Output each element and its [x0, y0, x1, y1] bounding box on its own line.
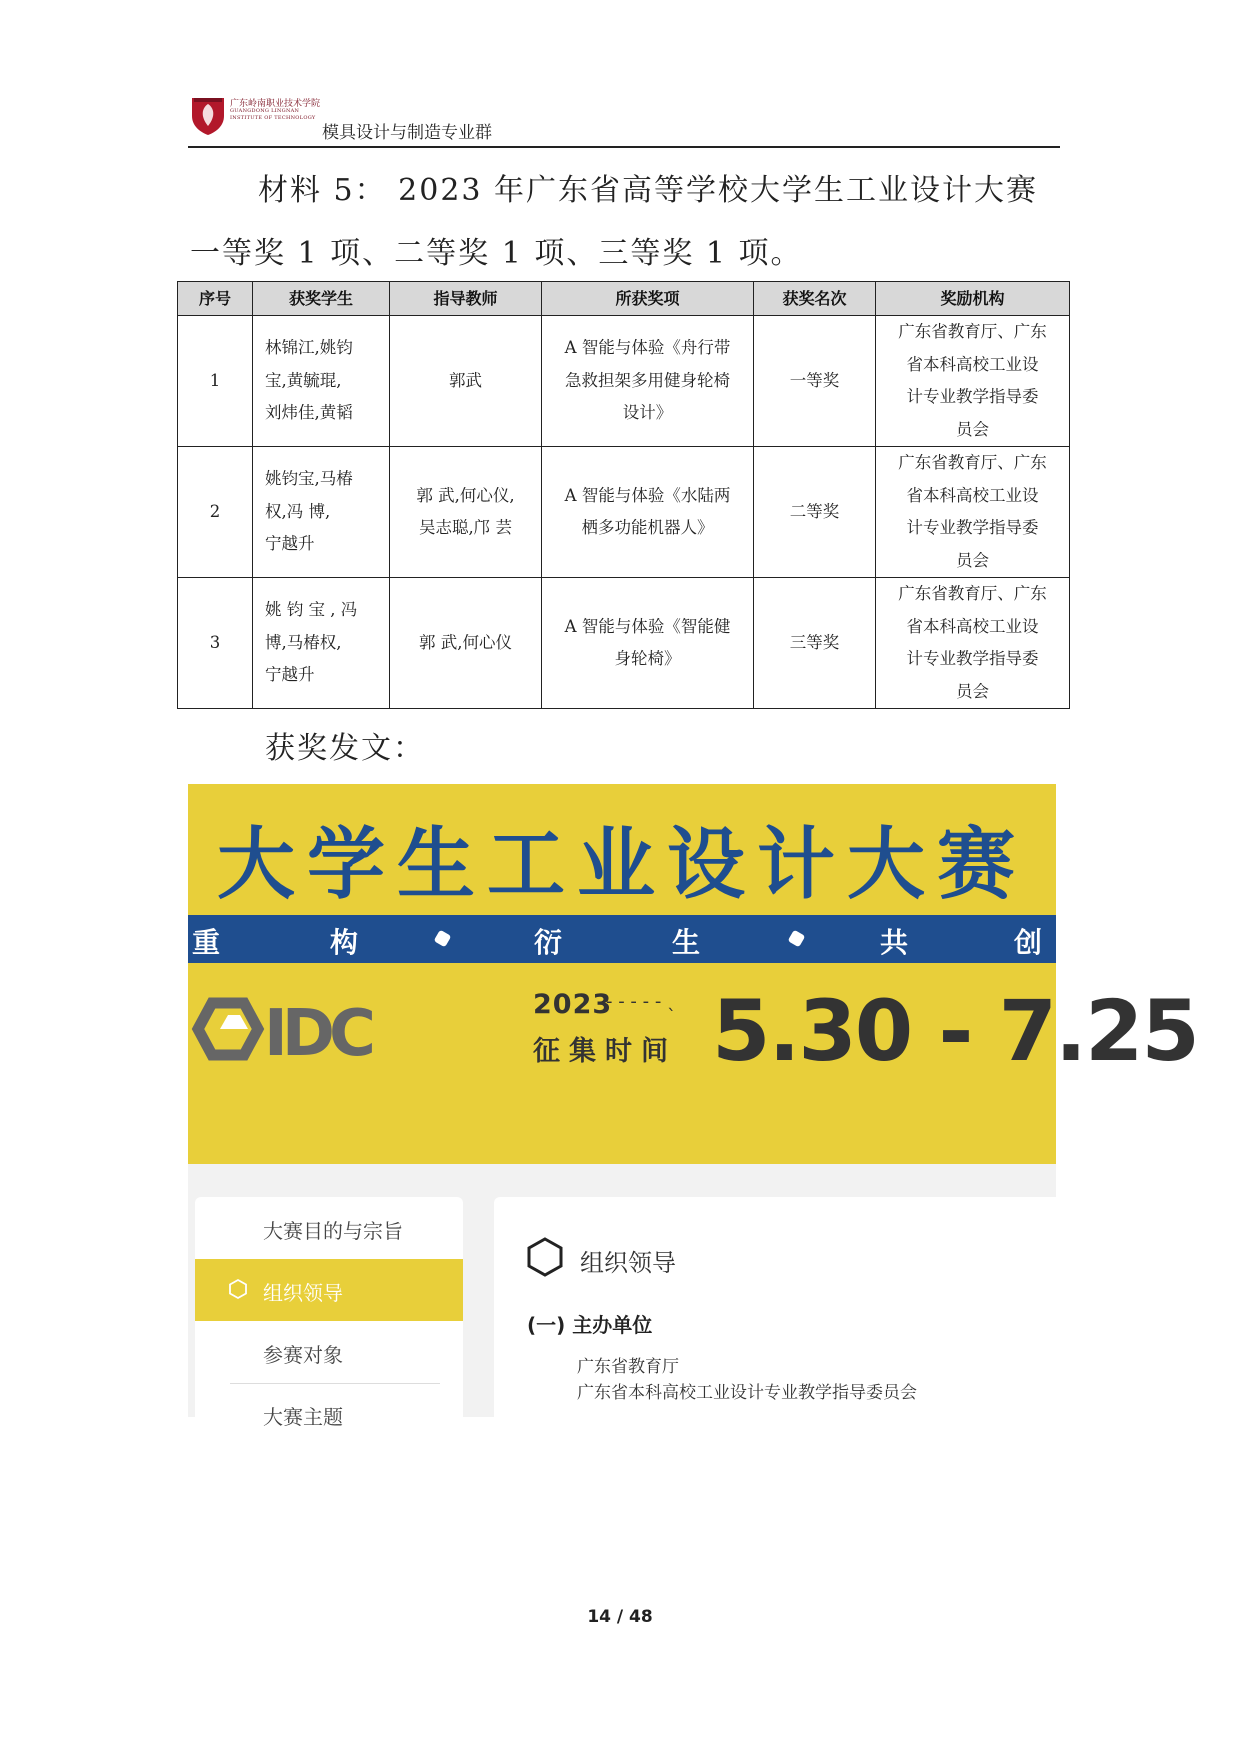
cell-students [253, 316, 390, 447]
material-title-line2: 一等奖 1 项、二等奖 1 项、三等奖 1 项。 [190, 236, 803, 271]
sidebar-item-organization[interactable] [195, 1259, 463, 1321]
cell-students-text: 林锦江,姚钧 宝,黄毓琨, 刘炜佳,黄韬 [265, 338, 353, 423]
header-title: 模具设计与制造专业群 [322, 123, 492, 143]
idc-logo-text: IDC [264, 997, 370, 1071]
organizer-line: 广东省教育厅 [577, 1357, 679, 1377]
header-cell-rank: 获奖名次 [754, 282, 876, 316]
cell-students [253, 578, 390, 709]
slogan-word: 衍 [534, 926, 563, 959]
sidebar-nav [195, 1197, 463, 1427]
cell-students-text: 姚 钧 宝 , 冯 博,马椿权, 宁越升 [265, 600, 358, 685]
cell-org [876, 316, 1070, 447]
sidebar-item-purpose[interactable] [195, 1197, 463, 1259]
sidebar-item-label: 大赛主题 [263, 1405, 343, 1429]
sidebar-item-label: 大赛目的与宗旨 [263, 1219, 403, 1243]
award-table [177, 281, 1070, 709]
header-cell-org: 奖励机构 [876, 282, 1070, 316]
table-row [178, 447, 1070, 578]
slogan-word: 生 [672, 926, 701, 959]
school-logo-icon [188, 94, 228, 136]
banner-slogan-band [188, 915, 1056, 963]
cell-students [253, 447, 390, 578]
hexagon-icon [228, 1279, 248, 1299]
cell-award [542, 578, 754, 709]
cell-teachers-text: 郭 武,何心仪, 吴志聪,邝 芸 [416, 485, 515, 537]
school-name: 广东岭南职业技术学院 [230, 99, 321, 109]
cell-no: 2 [178, 447, 253, 578]
idc-logo-icon [190, 989, 370, 1071]
slogan-word: 创 [1014, 926, 1043, 959]
school-name-en: GUANGDONG LINGNAN INSTITUTE OF TECHNOLOGY [230, 108, 316, 121]
cell-award-text: A 智能与体验《智能健 身轮椅》 [564, 616, 731, 668]
cell-org-text: 广东省教育厅、广东 省本科高校工业设 计专业教学指导委 员会 [898, 584, 1047, 701]
collect-time-label: 征集时间 [533, 1036, 677, 1067]
cell-rank: 一等奖 [754, 316, 876, 447]
cell-org-text: 广东省教育厅、广东 省本科高校工业设 计专业教学指导委 员会 [898, 322, 1047, 439]
page-number: 14 / 48 [587, 1607, 653, 1627]
header-cell-teachers: 指导教师 [390, 282, 542, 316]
cell-students-text: 姚钧宝,马椿 权,冯 博, 宁越升 [265, 469, 353, 554]
cell-award-text: A 智能与体验《水陆两 栖多功能机器人》 [564, 485, 731, 537]
competition-screenshot [188, 784, 1198, 1429]
organizer-line: 广东省本科高校工业设计专业教学指导委员会 [577, 1383, 917, 1403]
table-row [178, 316, 1070, 447]
cell-rank: 三等奖 [754, 578, 876, 709]
sidebar-item-label: 参赛对象 [263, 1343, 343, 1367]
cell-teachers [390, 578, 542, 709]
section-title: 组织领导 [580, 1249, 676, 1277]
material-title-line1: 材料 5： 2023 年广东省高等学校大学生工业设计大赛 [258, 173, 1039, 208]
hexagon-dot-icon [434, 930, 452, 948]
sidebar-item-theme[interactable] [195, 1383, 463, 1445]
cell-rank: 二等奖 [754, 447, 876, 578]
cell-teachers-text: 郭武 [449, 370, 482, 390]
cell-org-text: 广东省教育厅、广东 省本科高校工业设 计专业教学指导委 员会 [898, 453, 1047, 570]
dash-decoration: - - - - - ˎ [606, 991, 677, 1012]
cell-org [876, 578, 1070, 709]
cell-teachers [390, 316, 542, 447]
table-row [178, 578, 1070, 709]
page-header [188, 88, 1060, 148]
hexagon-icon [527, 1237, 563, 1277]
cell-award [542, 447, 754, 578]
slogan-word: 共 [880, 926, 909, 959]
cell-teachers-text: 郭 武,何心仪 [419, 632, 512, 652]
sidebar-item-label: 组织领导 [263, 1281, 343, 1305]
header-cell-no: 序号 [178, 282, 253, 316]
header-cell-students: 获奖学生 [253, 282, 390, 316]
collect-dates: 5.30 - 7.25 [712, 982, 1198, 1080]
award-notice-label: 获奖发文： [265, 731, 425, 766]
banner-headline: 大学生工业设计大赛 [216, 820, 1027, 910]
section-subtitle: (一) 主办单位 [527, 1313, 653, 1337]
content-panel [494, 1197, 1064, 1427]
table-header-row [178, 282, 1070, 316]
cell-no: 1 [178, 316, 253, 447]
cell-award [542, 316, 754, 447]
sidebar-item-participants[interactable] [195, 1321, 463, 1383]
cell-teachers [390, 447, 542, 578]
header-cell-award: 所获奖项 [542, 282, 754, 316]
banner-year: 2023 [533, 989, 613, 1020]
slogan-word: 重 [192, 926, 221, 959]
cell-org [876, 447, 1070, 578]
slogan-word: 构 [330, 926, 359, 959]
hexagon-dot-icon [788, 930, 806, 948]
cell-award-text: A 智能与体验《舟行带 急救担架多用健身轮椅 设计》 [564, 338, 731, 423]
cell-no: 3 [178, 578, 253, 709]
